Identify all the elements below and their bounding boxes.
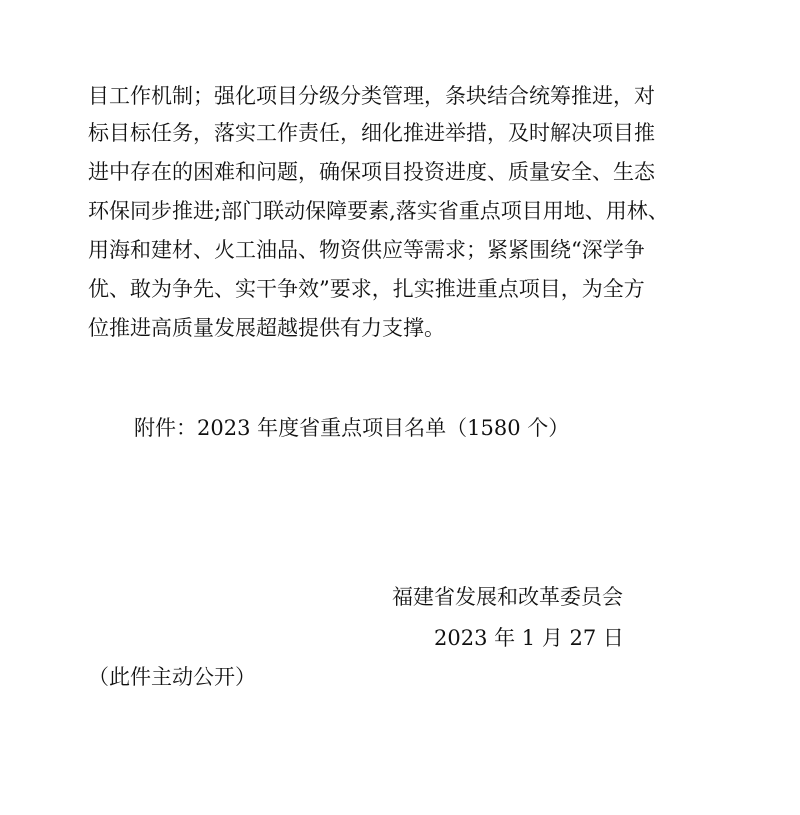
body-line-1: 目工作机制；强化项目分级分类管理，条块结合统筹推进，对 [88, 84, 655, 108]
body-line-7: 位推进高质量发展超越提供有力支撑。 [88, 316, 445, 340]
body-line-2: 标目标任务，落实工作责任，细化推进举措，及时解决项目推 [88, 121, 655, 145]
body-line-4: 环保同步推进;部门联动保障要素,落实省重点项目用地、用林、 [88, 199, 669, 223]
body-line-3: 进中存在的困难和问题，确保项目投资进度、质量安全、生态 [88, 160, 655, 184]
disclosure-note: （此件主动公开） [88, 665, 256, 689]
signature-organization: 福建省发展和改革委员会 [392, 585, 623, 609]
signature-date: 2023 年 1 月 27 日 [434, 626, 624, 650]
body-line-6: 优、敢为争先、实干争效”要求，扎实推进重点项目，为全方 [88, 277, 645, 301]
attachment-line: 附件：2023 年度省重点项目名单（1580 个） [134, 416, 570, 440]
body-line-5: 用海和建材、火工油品、物资供应等需求；紧紧围绕“深学争 [88, 238, 645, 262]
